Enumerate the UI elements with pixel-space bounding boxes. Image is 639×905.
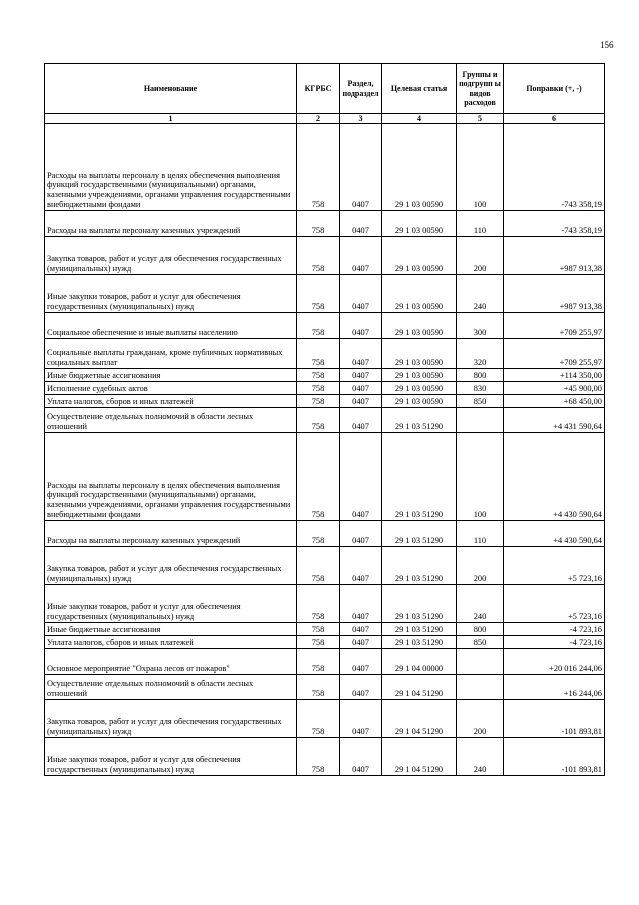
row-section: 0407 <box>340 237 382 275</box>
row-group: 100 <box>457 433 504 521</box>
row-kgrbs: 758 <box>297 237 340 275</box>
table-row <box>45 211 605 237</box>
row-kgrbs: 758 <box>297 433 340 521</box>
table-row <box>45 433 605 521</box>
row-group: 240 <box>457 738 504 776</box>
table-row <box>45 408 605 433</box>
row-group: 320 <box>457 339 504 369</box>
row-name: Осуществление отдельных полномочий в области лесных отношений <box>45 408 297 433</box>
row-name: Закупка товаров, работ и услуг для обеспечения государственных (муниципальных) нужд <box>45 700 297 738</box>
table-row <box>45 395 605 408</box>
row-kgrbs: 758 <box>297 521 340 547</box>
row-name: Осуществление отдельных полномочий в области лесных отношений <box>45 675 297 700</box>
row-section: 0407 <box>340 585 382 623</box>
budget-amendments-table <box>44 63 605 776</box>
row-kgrbs: 758 <box>297 408 340 433</box>
row-name: Исполнение судебных актов <box>45 382 297 395</box>
table-row <box>45 585 605 623</box>
header-section: Раздел, подраздел <box>340 64 382 114</box>
column-number: 4 <box>382 114 457 124</box>
row-target: 29 1 03 51290 <box>382 636 457 649</box>
row-amount: +987 913,38 <box>504 275 605 313</box>
row-section: 0407 <box>340 636 382 649</box>
row-group: 850 <box>457 395 504 408</box>
table-row <box>45 313 605 339</box>
table-row <box>45 636 605 649</box>
table-row <box>45 700 605 738</box>
row-amount: +114 350,00 <box>504 369 605 382</box>
row-group: 800 <box>457 369 504 382</box>
row-amount: +709 255,97 <box>504 313 605 339</box>
row-amount: +20 016 244,06 <box>504 649 605 675</box>
row-name: Уплата налогов, сборов и иных платежей <box>45 395 297 408</box>
row-group: 240 <box>457 585 504 623</box>
table-row <box>45 521 605 547</box>
row-group: 240 <box>457 275 504 313</box>
row-kgrbs: 758 <box>297 649 340 675</box>
row-kgrbs: 758 <box>297 585 340 623</box>
row-name: Иные закупки товаров, работ и услуг для обеспечения государственных (муниципальных) нужд <box>45 738 297 776</box>
row-section: 0407 <box>340 623 382 636</box>
row-amount: +68 450,00 <box>504 395 605 408</box>
row-group: 850 <box>457 636 504 649</box>
row-section: 0407 <box>340 521 382 547</box>
row-section: 0407 <box>340 313 382 339</box>
row-name: Иные закупки товаров, работ и услуг для обеспечения государственных (муниципальных) нужд <box>45 275 297 313</box>
table-row <box>45 649 605 675</box>
row-kgrbs: 758 <box>297 369 340 382</box>
row-target: 29 1 04 51290 <box>382 738 457 776</box>
column-number: 3 <box>340 114 382 124</box>
row-name: Социальное обеспечение и иные выплаты населению <box>45 313 297 339</box>
row-section: 0407 <box>340 211 382 237</box>
row-section: 0407 <box>340 339 382 369</box>
row-group: 800 <box>457 623 504 636</box>
row-name: Расходы на выплаты персоналу в целях обеспечения выполнения функций государственными (муниципальными) органами, казенными учреждениями, органами управления государственными внебюджетными фондами <box>45 433 297 521</box>
row-target: 29 1 04 51290 <box>382 700 457 738</box>
table-row <box>45 675 605 700</box>
row-amount: -101 893,81 <box>504 738 605 776</box>
row-section: 0407 <box>340 275 382 313</box>
row-target: 29 1 03 00590 <box>382 339 457 369</box>
row-target: 29 1 03 51290 <box>382 547 457 585</box>
header-name: Наименование <box>45 64 297 114</box>
row-target: 29 1 03 00590 <box>382 124 457 211</box>
row-section: 0407 <box>340 395 382 408</box>
row-section: 0407 <box>340 675 382 700</box>
row-section: 0407 <box>340 382 382 395</box>
row-name: Иные бюджетные ассигнования <box>45 623 297 636</box>
row-group <box>457 408 504 433</box>
row-target: 29 1 03 51290 <box>382 585 457 623</box>
row-target: 29 1 03 00590 <box>382 313 457 339</box>
row-amount: -743 358,19 <box>504 211 605 237</box>
table-row <box>45 339 605 369</box>
row-amount: +4 431 590,64 <box>504 408 605 433</box>
column-number: 1 <box>45 114 297 124</box>
row-section: 0407 <box>340 649 382 675</box>
row-kgrbs: 758 <box>297 211 340 237</box>
row-target: 29 1 03 00590 <box>382 369 457 382</box>
row-name: Расходы на выплаты персоналу казенных учреждений <box>45 211 297 237</box>
column-number-row <box>45 114 605 124</box>
header-target: Целевая статья <box>382 64 457 114</box>
row-target: 29 1 03 51290 <box>382 408 457 433</box>
row-kgrbs: 758 <box>297 395 340 408</box>
row-name: Расходы на выплаты персоналу в целях обеспечения выполнения функций государственными (муниципальными) органами, казенными учреждениями, органами управления государственными внебюджетными фондами <box>45 124 297 211</box>
row-section: 0407 <box>340 124 382 211</box>
row-amount: +987 913,38 <box>504 237 605 275</box>
row-kgrbs: 758 <box>297 700 340 738</box>
row-amount: -4 723,16 <box>504 636 605 649</box>
row-section: 0407 <box>340 433 382 521</box>
row-amount: +4 430 590,64 <box>504 433 605 521</box>
row-name: Уплата налогов, сборов и иных платежей <box>45 636 297 649</box>
row-name: Основное мероприятие "Охрана лесов от пожаров" <box>45 649 297 675</box>
row-kgrbs: 758 <box>297 339 340 369</box>
column-number: 2 <box>297 114 340 124</box>
row-kgrbs: 758 <box>297 738 340 776</box>
header-amendments: Поправки (+, -) <box>504 64 605 114</box>
table-row <box>45 124 605 211</box>
row-name: Расходы на выплаты персоналу казенных учреждений <box>45 521 297 547</box>
row-section: 0407 <box>340 738 382 776</box>
row-section: 0407 <box>340 408 382 433</box>
row-kgrbs: 758 <box>297 124 340 211</box>
row-kgrbs: 758 <box>297 547 340 585</box>
row-name: Социальные выплаты гражданам, кроме публичных нормативных социальных выплат <box>45 339 297 369</box>
table-row <box>45 738 605 776</box>
row-target: 29 1 03 00590 <box>382 382 457 395</box>
table-row <box>45 237 605 275</box>
row-group: 110 <box>457 521 504 547</box>
row-group: 200 <box>457 547 504 585</box>
row-section: 0407 <box>340 700 382 738</box>
row-target: 29 1 03 51290 <box>382 521 457 547</box>
row-kgrbs: 758 <box>297 275 340 313</box>
row-group: 200 <box>457 237 504 275</box>
row-group <box>457 649 504 675</box>
row-group <box>457 675 504 700</box>
header-groups: Группы и подгрупп ы видов расходов <box>457 64 504 114</box>
row-name: Иные закупки товаров, работ и услуг для обеспечения государственных (муниципальных) нужд <box>45 585 297 623</box>
row-amount: -101 893,81 <box>504 700 605 738</box>
table-row <box>45 369 605 382</box>
row-group: 200 <box>457 700 504 738</box>
table-row <box>45 623 605 636</box>
row-section: 0407 <box>340 369 382 382</box>
row-group: 300 <box>457 313 504 339</box>
row-name: Иные бюджетные ассигнования <box>45 369 297 382</box>
table-row <box>45 382 605 395</box>
row-amount: +4 430 590,64 <box>504 521 605 547</box>
row-amount: +5 723,16 <box>504 547 605 585</box>
row-target: 29 1 03 00590 <box>382 211 457 237</box>
row-target: 29 1 03 00590 <box>382 237 457 275</box>
row-kgrbs: 758 <box>297 675 340 700</box>
row-group: 830 <box>457 382 504 395</box>
table-row <box>45 275 605 313</box>
row-name: Закупка товаров, работ и услуг для обеспечения государственных (муниципальных) нужд <box>45 237 297 275</box>
column-number: 5 <box>457 114 504 124</box>
column-number: 6 <box>504 114 605 124</box>
row-target: 29 1 04 51290 <box>382 675 457 700</box>
row-kgrbs: 758 <box>297 313 340 339</box>
row-group: 110 <box>457 211 504 237</box>
row-amount: -4 723,16 <box>504 623 605 636</box>
row-kgrbs: 758 <box>297 623 340 636</box>
row-amount: +16 244,06 <box>504 675 605 700</box>
row-target: 29 1 03 51290 <box>382 433 457 521</box>
table-row <box>45 547 605 585</box>
row-amount: +5 723,16 <box>504 585 605 623</box>
row-amount: -743 358,19 <box>504 124 605 211</box>
row-section: 0407 <box>340 547 382 585</box>
header-kgrbs: КГРБС <box>297 64 340 114</box>
row-target: 29 1 03 00590 <box>382 395 457 408</box>
row-target: 29 1 04 00000 <box>382 649 457 675</box>
page-number: 156 <box>600 40 614 50</box>
row-target: 29 1 03 51290 <box>382 623 457 636</box>
row-name: Закупка товаров, работ и услуг для обеспечения государственных (муниципальных) нужд <box>45 547 297 585</box>
row-amount: +709 255,97 <box>504 339 605 369</box>
table-header-row <box>45 64 605 114</box>
row-target: 29 1 03 00590 <box>382 275 457 313</box>
row-kgrbs: 758 <box>297 382 340 395</box>
row-group: 100 <box>457 124 504 211</box>
table-body <box>45 124 605 776</box>
row-kgrbs: 758 <box>297 636 340 649</box>
row-amount: +45 900,00 <box>504 382 605 395</box>
